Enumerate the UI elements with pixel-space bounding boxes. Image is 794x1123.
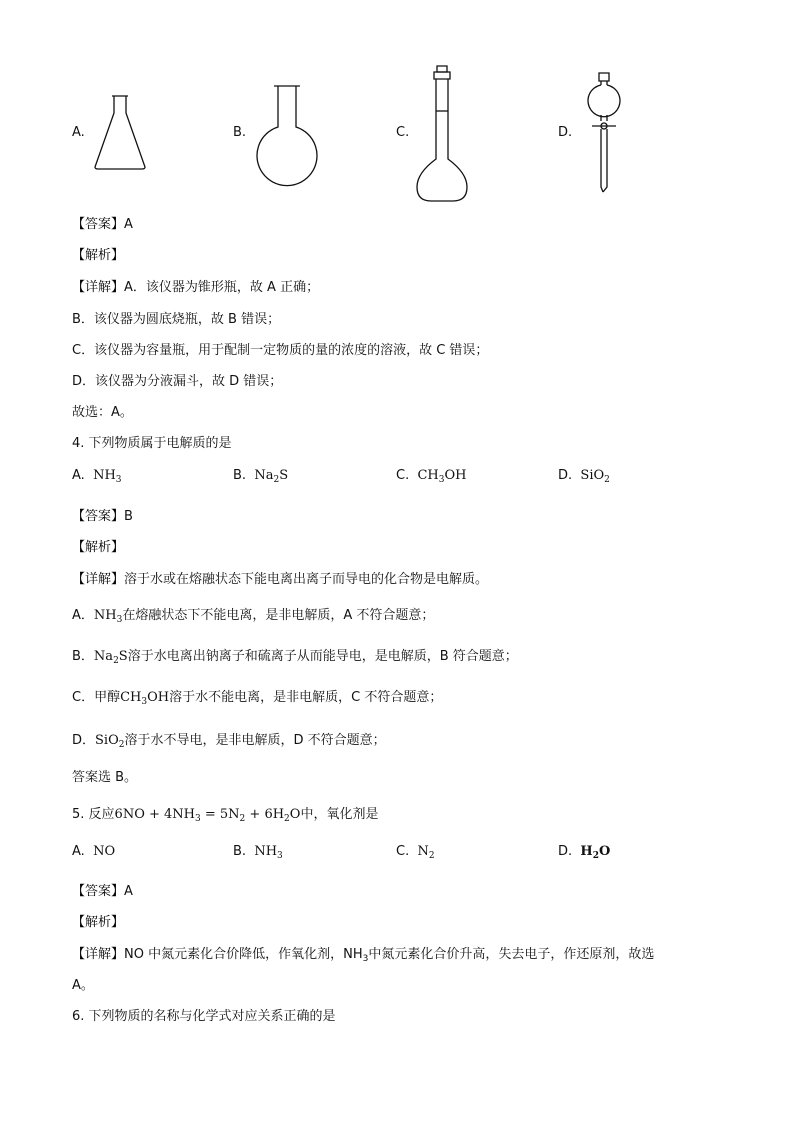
- formula: $N_2$: [417, 844, 435, 861]
- q4-option-d: [558, 468, 610, 483]
- q4-option-b: [233, 468, 288, 483]
- option-letter: A.: [72, 844, 85, 859]
- formula: SiO$_2$: [95, 733, 125, 750]
- option-letter: D.: [558, 468, 573, 483]
- q5-option-c: [396, 844, 435, 859]
- q4-option-a: [72, 468, 122, 483]
- reaction-equation: $6NO + 4NH_3 = 5N_2 + 6H_2O$: [114, 807, 301, 824]
- q5-analysis-tag: 【解析】: [72, 915, 125, 930]
- detail-tag: 【详解】: [72, 280, 125, 295]
- q5-detail-cont: A。: [72, 978, 94, 993]
- formula: $CH_3OH$: [417, 468, 467, 485]
- q5-option-a: [72, 844, 115, 859]
- option-letter: B.: [233, 844, 247, 859]
- formula: $Na_2S$: [93, 649, 128, 666]
- answer-tag: 【答案】: [72, 217, 125, 232]
- separatory-funnel-icon: [584, 71, 624, 195]
- round-bottom-flask-icon: [254, 84, 322, 184]
- q4-option-c: [396, 468, 467, 483]
- q4-detail-intro: [72, 568, 488, 587]
- detail-tag: 【详解】: [72, 572, 125, 587]
- option-letter: D.: [558, 844, 573, 859]
- q5-option-d: [558, 844, 610, 859]
- q4-stem: 4. 下列物质属于电解质的是: [72, 436, 232, 451]
- formula: $H_2O$: [580, 844, 611, 861]
- answer-value: A: [124, 217, 133, 232]
- q3-detail-line-d: D．该仪器为分液漏斗，故 D 错误；: [72, 374, 283, 389]
- q5-detail: 【详解】NO 中氮元素化合价降低，作氧化剂，$NH_3$中氮元素化合价升高，失去电子，作还原剂，故选: [72, 947, 655, 964]
- q5-stem: 5. 反应$6NO + 4NH_3 = 5N_2 + 6H_2O$中，氧化剂是: [72, 807, 379, 824]
- q4-detail-line-b: B．$Na_2S$溶于水电离出钠离子和硫离子从而能导电，是电解质，B 符合题意；: [72, 649, 518, 666]
- formula: $NH_3$: [254, 844, 283, 861]
- formula: NO: [93, 844, 116, 859]
- q5-answer: [72, 880, 133, 899]
- formula: $NH_3$: [93, 468, 122, 485]
- q3-option-c-letter: C.: [396, 125, 410, 140]
- q4-detail-line-c: C．甲醇$CH_3OH$溶于水不能电离，是非电解质，C 不符合题意；: [72, 690, 443, 707]
- answer-tag: 【答案】: [72, 509, 125, 524]
- q5-option-b: [233, 844, 283, 859]
- q3-detail-line-b: B．该仪器为圆底烧瓶，故 B 错误；: [72, 312, 281, 327]
- q3-option-b-letter: B.: [233, 125, 247, 140]
- option-letter: C.: [396, 844, 410, 859]
- option-letter: B.: [233, 468, 247, 483]
- q3-option-a-letter: A.: [72, 125, 85, 140]
- formula: $CH_3OH$: [120, 690, 170, 707]
- q6-stem: 6. 下列物质的名称与化学式对应关系正确的是: [72, 1009, 336, 1024]
- q3-conclusion: 故选：A。: [72, 405, 133, 420]
- detail-text: 溶于水或在熔融状态下能电离出离子而导电的化合物是电解质。: [124, 572, 489, 587]
- q4-analysis-tag: 【解析】: [72, 540, 125, 555]
- volumetric-flask-icon: [413, 63, 473, 205]
- option-letter: C.: [396, 468, 410, 483]
- option-letter: A.: [72, 468, 85, 483]
- q3-analysis-tag: 【解析】: [72, 248, 125, 263]
- answer-tag: 【答案】: [72, 884, 125, 899]
- q4-detail-line-a: A．$NH_3$在熔融状态下不能电离，是非电解质，A 不符合题意；: [72, 608, 435, 625]
- detail-tag: 【详解】: [72, 947, 125, 962]
- formula: SiO$_2$: [580, 468, 610, 485]
- q3-detail-line-a: [72, 276, 319, 295]
- q3-option-d-letter: D.: [558, 125, 573, 140]
- detail-text: A．该仪器为锥形瓶，故 A 正确；: [124, 280, 320, 295]
- q4-answer: [72, 505, 133, 524]
- formula: $NH_3$: [93, 608, 123, 625]
- answer-value: A: [124, 884, 133, 899]
- formula: $Na_2S$: [254, 468, 289, 485]
- q3-answer: [72, 213, 133, 232]
- q4-conclusion: 答案选 B。: [72, 770, 138, 785]
- q3-detail-line-c: C．该仪器为容量瓶，用于配制一定物质的量的浓度的溶液，故 C 错误；: [72, 343, 489, 358]
- erlenmeyer-flask-icon: [92, 93, 148, 173]
- q4-detail-line-d: D．SiO$_2$溶于水不导电，是非电解质，D 不符合题意；: [72, 733, 386, 750]
- answer-value: B: [124, 509, 133, 524]
